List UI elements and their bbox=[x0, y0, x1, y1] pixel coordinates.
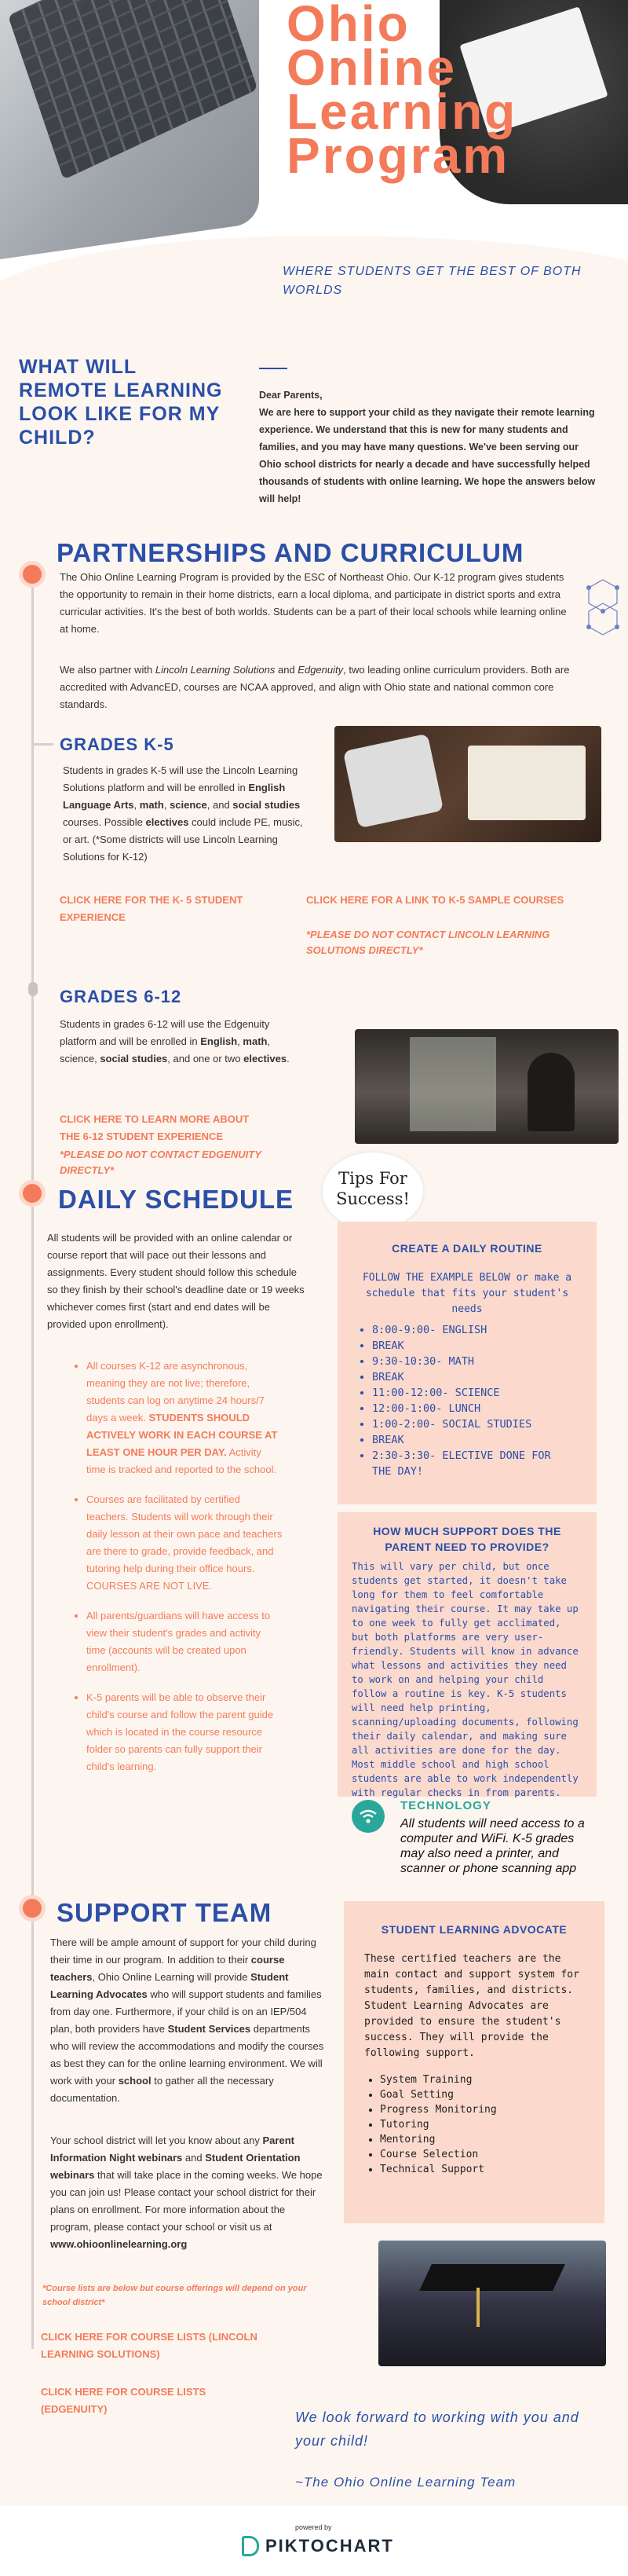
routine-item: • 1:00-2:00- SOCIAL STUDIES bbox=[372, 1416, 565, 1432]
schedule-bullet: • Courses are facilitated by certified teachers. Students will work through their daily lesson at their own pace and teachers are there to grade, provide feedback, and tutoring help during their office hours. COURSES ARE NOT LIVE. bbox=[86, 1491, 283, 1595]
text-run: All courses K-12 are asynchronous, meaning they are not live; therefore, students can log on anytime 24 hours/7 days a week. bbox=[86, 1360, 265, 1424]
schedule-intro: All students will be provided with an online calendar or course report that will pace out their lessons and assignments. Every student should follow this schedule so they finish by their school's deadline date or 19 weeks whichever comes first (start and end dates will be provided upon enrollment). bbox=[47, 1232, 305, 1330]
timeline-dot bbox=[19, 1895, 46, 1922]
letter-greeting: Dear Parents, bbox=[259, 390, 323, 401]
intro-question: WHAT WILL REMOTE LEARNING LOOK LIKE FOR MY CHILD? bbox=[19, 356, 223, 449]
routine-item: • BREAK bbox=[372, 1338, 565, 1354]
text-run: and bbox=[182, 2152, 206, 2164]
advocate-title: STUDENT LEARNING ADVOCATE bbox=[381, 1923, 568, 1936]
timeline-line bbox=[31, 1909, 34, 2349]
closing-message: We look forward to working with you and your child! bbox=[295, 2409, 579, 2449]
text-run: , science, bbox=[60, 1035, 271, 1064]
parent-support-body: This will vary per child, but once students get started, it doesn't take long for them to feel comfortable navigating their course. It may take up to one week to fully get acclimated, but both platforms are very user-friendly. Students will know in advance what lessons and activities they need to work on and helping your child follow a routine is key. K-5 students will need help printing, scanning/uploading documents, following their daily calendar, and making sure all activities are done for the day. Most middle school and high school students are able to work independently with regular checks in from parents. bbox=[352, 1561, 579, 1798]
timeline-dot-small bbox=[28, 982, 38, 996]
title-line: Ohio bbox=[287, 0, 411, 52]
k5-description bbox=[63, 762, 306, 866]
timeline-dot bbox=[19, 561, 46, 588]
support-team-heading: SUPPORT TEAM bbox=[57, 1898, 272, 1927]
subject-social-studies: social studies bbox=[232, 799, 301, 811]
subject-electives: electives bbox=[145, 816, 189, 828]
course-teachers-term: course teachers bbox=[50, 1954, 285, 1983]
desk-laptop-photo bbox=[334, 726, 601, 842]
text-run: courses. Possible bbox=[63, 816, 146, 828]
title-line: Program bbox=[287, 127, 510, 184]
advocate-support-list bbox=[344, 2072, 604, 2177]
g612-learn-more-link[interactable]: CLICK HERE TO LEARN MORE ABOUT THE 6-12 STUDENT EXPERIENCE bbox=[60, 1113, 250, 1142]
partnerships-paragraph: The Ohio Online Learning Program is provided by the ESC of Northeast Ohio. Our K-12 program gives students the opportunity to remain in their home districts, earn a local diploma, and participate in district sports and extra curricular activities. It's the best of both worlds. Students can be a part of their local schools while learning online at home. bbox=[60, 571, 567, 635]
text-run: Students in grades 6-12 will use the Edgenuity platform and will be enrolled in bbox=[60, 1018, 270, 1047]
piktochart-footer bbox=[0, 2506, 628, 2576]
text-run: We also partner with bbox=[60, 664, 155, 676]
subject-electives: electives bbox=[243, 1053, 287, 1064]
schedule-bullet bbox=[86, 1358, 283, 1479]
routine-item: • 8:00-9:00- ENGLISH bbox=[372, 1322, 565, 1338]
k5-student-experience-link[interactable]: CLICK HERE FOR THE K- 5 STUDENT EXPERIENCE bbox=[60, 894, 243, 923]
text-run: , two leading online curriculum providers. Both are accredited with AdvancED, courses are NCAA approved, and align with Ohio state and national common core standards. bbox=[60, 664, 570, 710]
laptop-with-stickers bbox=[343, 734, 444, 829]
program-title bbox=[287, 0, 616, 184]
program-subtitle: WHERE STUDENTS GET THE BEST OF BOTH WORLDS bbox=[283, 265, 582, 297]
closing-signature: ~The Ohio Online Learning Team bbox=[295, 2475, 517, 2490]
text-run: , bbox=[237, 1035, 243, 1047]
graduation-cap bbox=[419, 2264, 565, 2291]
edgenuity-course-lists-link[interactable]: CLICK HERE FOR COURSE LISTS (EDGENUITY) bbox=[41, 2386, 206, 2415]
lincoln-name: Lincoln Learning Solutions bbox=[155, 664, 276, 676]
powered-by-label: powered by bbox=[295, 2523, 332, 2531]
daily-schedule-heading: DAILY SCHEDULE bbox=[58, 1185, 294, 1214]
schedule-bullet: • All parents/guardians will have access to view their student's grades and activity time (accounts will be created upon enrollment). bbox=[86, 1607, 283, 1676]
text-run: , and one or two bbox=[167, 1053, 244, 1064]
text-run: and bbox=[275, 664, 298, 676]
title-line: Learning bbox=[287, 83, 518, 140]
subject-math: math bbox=[139, 799, 164, 811]
text-run: that will take place in the coming weeks. We hope you can join us! Please contact your school district for their plans on enrollment. For more information about the program, please contact your school or visit us at bbox=[50, 2169, 323, 2233]
parent-info-night-term: Parent Information Night webinars bbox=[50, 2134, 294, 2164]
hero-banner bbox=[0, 0, 628, 314]
wifi-glyph bbox=[352, 1800, 385, 1833]
piktochart-brand[interactable]: PIKTOCHART bbox=[265, 2536, 394, 2556]
window bbox=[410, 1037, 496, 1131]
advocate-support-item: • Mentoring bbox=[380, 2132, 604, 2147]
student-orientation-term: Student Orientation webinars bbox=[50, 2152, 301, 2181]
g612-description bbox=[60, 1016, 295, 1068]
text-run: who will support students and families from day one. Furthermore, if your child is on an IEP/504 plan, both providers have bbox=[50, 1988, 322, 2035]
intro-section bbox=[0, 314, 628, 518]
advocate-support-item: • System Training bbox=[380, 2072, 604, 2087]
text-run: , and bbox=[206, 799, 233, 811]
text-run: could include PE, music, or art. (*Some districts will use Lincoln Learning Solutions for K-12) bbox=[63, 816, 303, 863]
tips-for-success-bubble: Tips For Success! bbox=[322, 1152, 424, 1230]
school-term: school bbox=[118, 2075, 152, 2087]
advocate-support-item: • Course Selection bbox=[380, 2147, 604, 2162]
routine-title: CREATE A DAILY ROUTINE bbox=[392, 1242, 542, 1255]
one-hour-rule: STUDENTS SHOULD ACTIVELY WORK IN EACH COURSE AT LEAST ONE HOUR PER DAY. bbox=[86, 1412, 278, 1458]
molecule-icon bbox=[573, 572, 628, 643]
routine-item: • 12:00-1:00- LUNCH bbox=[372, 1401, 565, 1416]
schedule-bullet: • K-5 parents will be able to observe their child's course and follow the parent guide which is located in the course resource folder so parents can fully support their child's learning. bbox=[86, 1689, 283, 1775]
subject-social-studies: social studies bbox=[100, 1053, 168, 1064]
lincoln-course-lists-link[interactable]: CLICK HERE FOR COURSE LISTS (LINCOLN LEARNING SOLUTIONS) bbox=[41, 2331, 257, 2360]
k5-sample-courses-link[interactable]: CLICK HERE FOR A LINK TO K-5 SAMPLE COURSES bbox=[306, 894, 564, 906]
routine-item: • 9:30-10:30- MATH bbox=[372, 1354, 565, 1369]
program-website: www.ohioonlinelearning.org bbox=[50, 2238, 188, 2250]
routine-list bbox=[338, 1322, 597, 1479]
text-run: Activity time is tracked and reported to the school. bbox=[86, 1446, 277, 1475]
graduation-photo bbox=[378, 2241, 606, 2366]
parent-letter bbox=[259, 387, 597, 508]
advocate-body: These certified teachers are the main contact and support system for students, families, and districts. Student Learning Advocates are provided to ensure the student's success. They will provide the following support. bbox=[364, 1953, 579, 2059]
schedule-bullets bbox=[86, 1358, 283, 1775]
routine-item: • BREAK bbox=[372, 1432, 565, 1448]
subject-science: science bbox=[170, 799, 207, 811]
technology-title: TECHNOLOGY bbox=[400, 1799, 491, 1812]
subject-math: math bbox=[243, 1035, 268, 1047]
notebook bbox=[468, 746, 586, 820]
title-line: Online bbox=[287, 39, 458, 96]
advocate-support-item: • Progress Monitoring bbox=[380, 2102, 604, 2117]
advocate-support-item: • Goal Setting bbox=[380, 2087, 604, 2102]
support-team-paragraph bbox=[50, 1934, 325, 2107]
partnerships-paragraph-2 bbox=[60, 661, 570, 713]
technology-body: All students will need access to a computer and WiFi. K-5 grades may also need a printer, and scanner or phone scanning app bbox=[400, 1817, 585, 1875]
cap-tassel bbox=[476, 2288, 480, 2327]
routine-item: • BREAK bbox=[372, 1369, 565, 1385]
parent-support-panel bbox=[338, 1512, 597, 1797]
course-list-note: *Course lists are below but course offerings will depend on your school district* bbox=[42, 2284, 307, 2307]
parent-support-title: HOW MUCH SUPPORT DOES THE PARENT NEED TO PROVIDE? bbox=[373, 1525, 561, 1553]
text-run: , Ohio Online Learning will provide bbox=[92, 1971, 251, 1983]
subject-ela: English Language Arts bbox=[63, 782, 286, 811]
k5-contact-warning: *PLEASE DO NOT CONTACT LINCOLN LEARNING SOLUTIONS DIRECTLY* bbox=[306, 929, 550, 956]
subject-english: English bbox=[200, 1035, 238, 1047]
text-run: There will be ample amount of support for your child during their time in our program. In addition to their bbox=[50, 1937, 316, 1966]
advocate-support-item: • Tutoring bbox=[380, 2117, 604, 2132]
daily-routine-panel bbox=[338, 1222, 597, 1504]
g612-contact-warning: *PLEASE DO NOT CONTACT EDGENUITY DIRECTLY* bbox=[60, 1149, 261, 1176]
webinars-paragraph bbox=[50, 2132, 325, 2253]
text-run: Your school district will let you know about any bbox=[50, 2134, 263, 2146]
student-silhouette bbox=[528, 1053, 575, 1131]
timeline-tick bbox=[31, 743, 53, 746]
text-run: Students in grades K-5 will use the Lincoln Learning Solutions platform and will be enrolled in bbox=[63, 764, 298, 793]
student-services-term: Student Services bbox=[167, 2023, 251, 2035]
timeline-dot bbox=[19, 1180, 46, 1207]
partnerships-heading: PARTNERSHIPS AND CURRICULUM bbox=[57, 538, 524, 567]
text-run: departments who will review the accommodations and modify the courses as best they can for the online learning environment. We will work with your bbox=[50, 2023, 324, 2087]
advocate-support-item: • Technical Support bbox=[380, 2162, 604, 2177]
routine-instruction: FOLLOW THE EXAMPLE BELOW or make a schedule that fits your student's needs bbox=[362, 1272, 572, 1315]
divider-dash bbox=[259, 368, 287, 369]
k5-heading: GRADES K-5 bbox=[60, 735, 174, 754]
piktochart-logo-icon bbox=[242, 2536, 259, 2556]
learning-advocate-panel bbox=[344, 1901, 604, 2223]
wifi-icon bbox=[352, 1800, 385, 1833]
timeline-line bbox=[31, 566, 34, 1901]
routine-item: • 11:00-12:00- SCIENCE bbox=[372, 1385, 565, 1401]
g612-heading: GRADES 6-12 bbox=[60, 987, 182, 1006]
text-run: , bbox=[133, 799, 140, 811]
letter-body: We are here to support your child as they navigate their remote learning experience. We understand that this is new for many students and families, and you may have many questions. We've been serving our Ohio school districts for nearly a decade and have successfully helped thousands of students with online learning. We hope the answers below will help! bbox=[259, 407, 596, 504]
routine-item: • 2:30-3:30- ELECTIVE DONE FOR THE DAY! bbox=[372, 1448, 565, 1479]
edgenuity-name: Edgenuity bbox=[298, 664, 344, 676]
advocates-term: Student Learning Advocates bbox=[50, 1971, 289, 2000]
student-at-window-photo bbox=[355, 1029, 619, 1144]
text-run: , bbox=[163, 799, 170, 811]
text-run: . bbox=[287, 1053, 290, 1064]
text-run: to gather all the necessary documentation. bbox=[50, 2075, 274, 2104]
